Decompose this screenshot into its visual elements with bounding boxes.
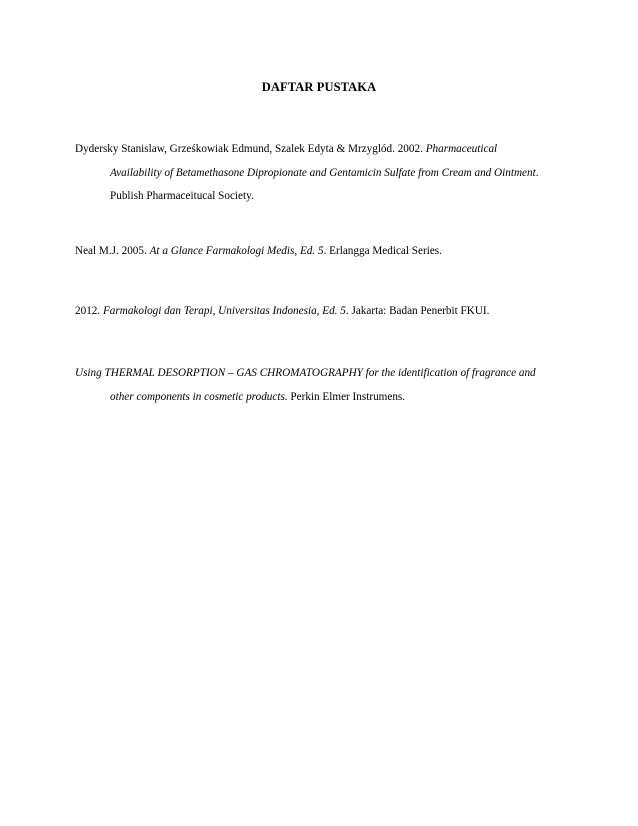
- reference-authors-year: Neal M.J. 2005.: [75, 245, 150, 257]
- reference-title-part: Pharmaceutical: [425, 143, 498, 155]
- reference-publisher: . Erlangga Medical Series.: [323, 245, 442, 257]
- reference-title-part: other components in cosmetic products.: [110, 390, 288, 403]
- reference-entry-neal: [75, 240, 565, 264]
- reference-line: [75, 300, 565, 324]
- reference-line: [75, 162, 565, 186]
- reference-publisher: Perkin Elmer Instrumens.: [287, 390, 406, 403]
- reference-entry-thermal-desorption: [75, 362, 565, 409]
- reference-publisher: . Jakarta: Badan Penerbit FKUI.: [345, 305, 490, 317]
- reference-line: [75, 362, 565, 386]
- reference-line: [75, 240, 565, 264]
- reference-punctuation: .: [535, 166, 539, 179]
- reference-entry-dydersky: [75, 138, 565, 209]
- reference-title-part: Using THERMAL DESORPTION – GAS CHROMATOGRAPHY for the identification of fragrance and: [75, 367, 536, 379]
- reference-title: Farmakologi dan Terapi, Universitas Indonesia, Ed. 5: [102, 305, 346, 317]
- reference-authors-year: Dydersky Stanislaw, Grześkowiak Edmund, Szalek Edyta & Mrzyglód. 2002.: [75, 143, 426, 155]
- reference-line: [75, 386, 565, 410]
- reference-entry-farmakologi-terapi: [75, 300, 565, 324]
- page-title: DAFTAR PUSTAKA: [261, 80, 377, 94]
- reference-publisher: Publish Pharmaceitucal Society.: [110, 190, 254, 202]
- reference-year: 2012.: [75, 305, 103, 317]
- reference-title: At a Glance Farmakologi Medis, Ed. 5: [149, 245, 324, 257]
- reference-line: [75, 138, 565, 162]
- reference-title-part: Availability of Betamethasone Dipropionate and Gentamicin Sulfate from Cream and Ointment: [110, 166, 536, 179]
